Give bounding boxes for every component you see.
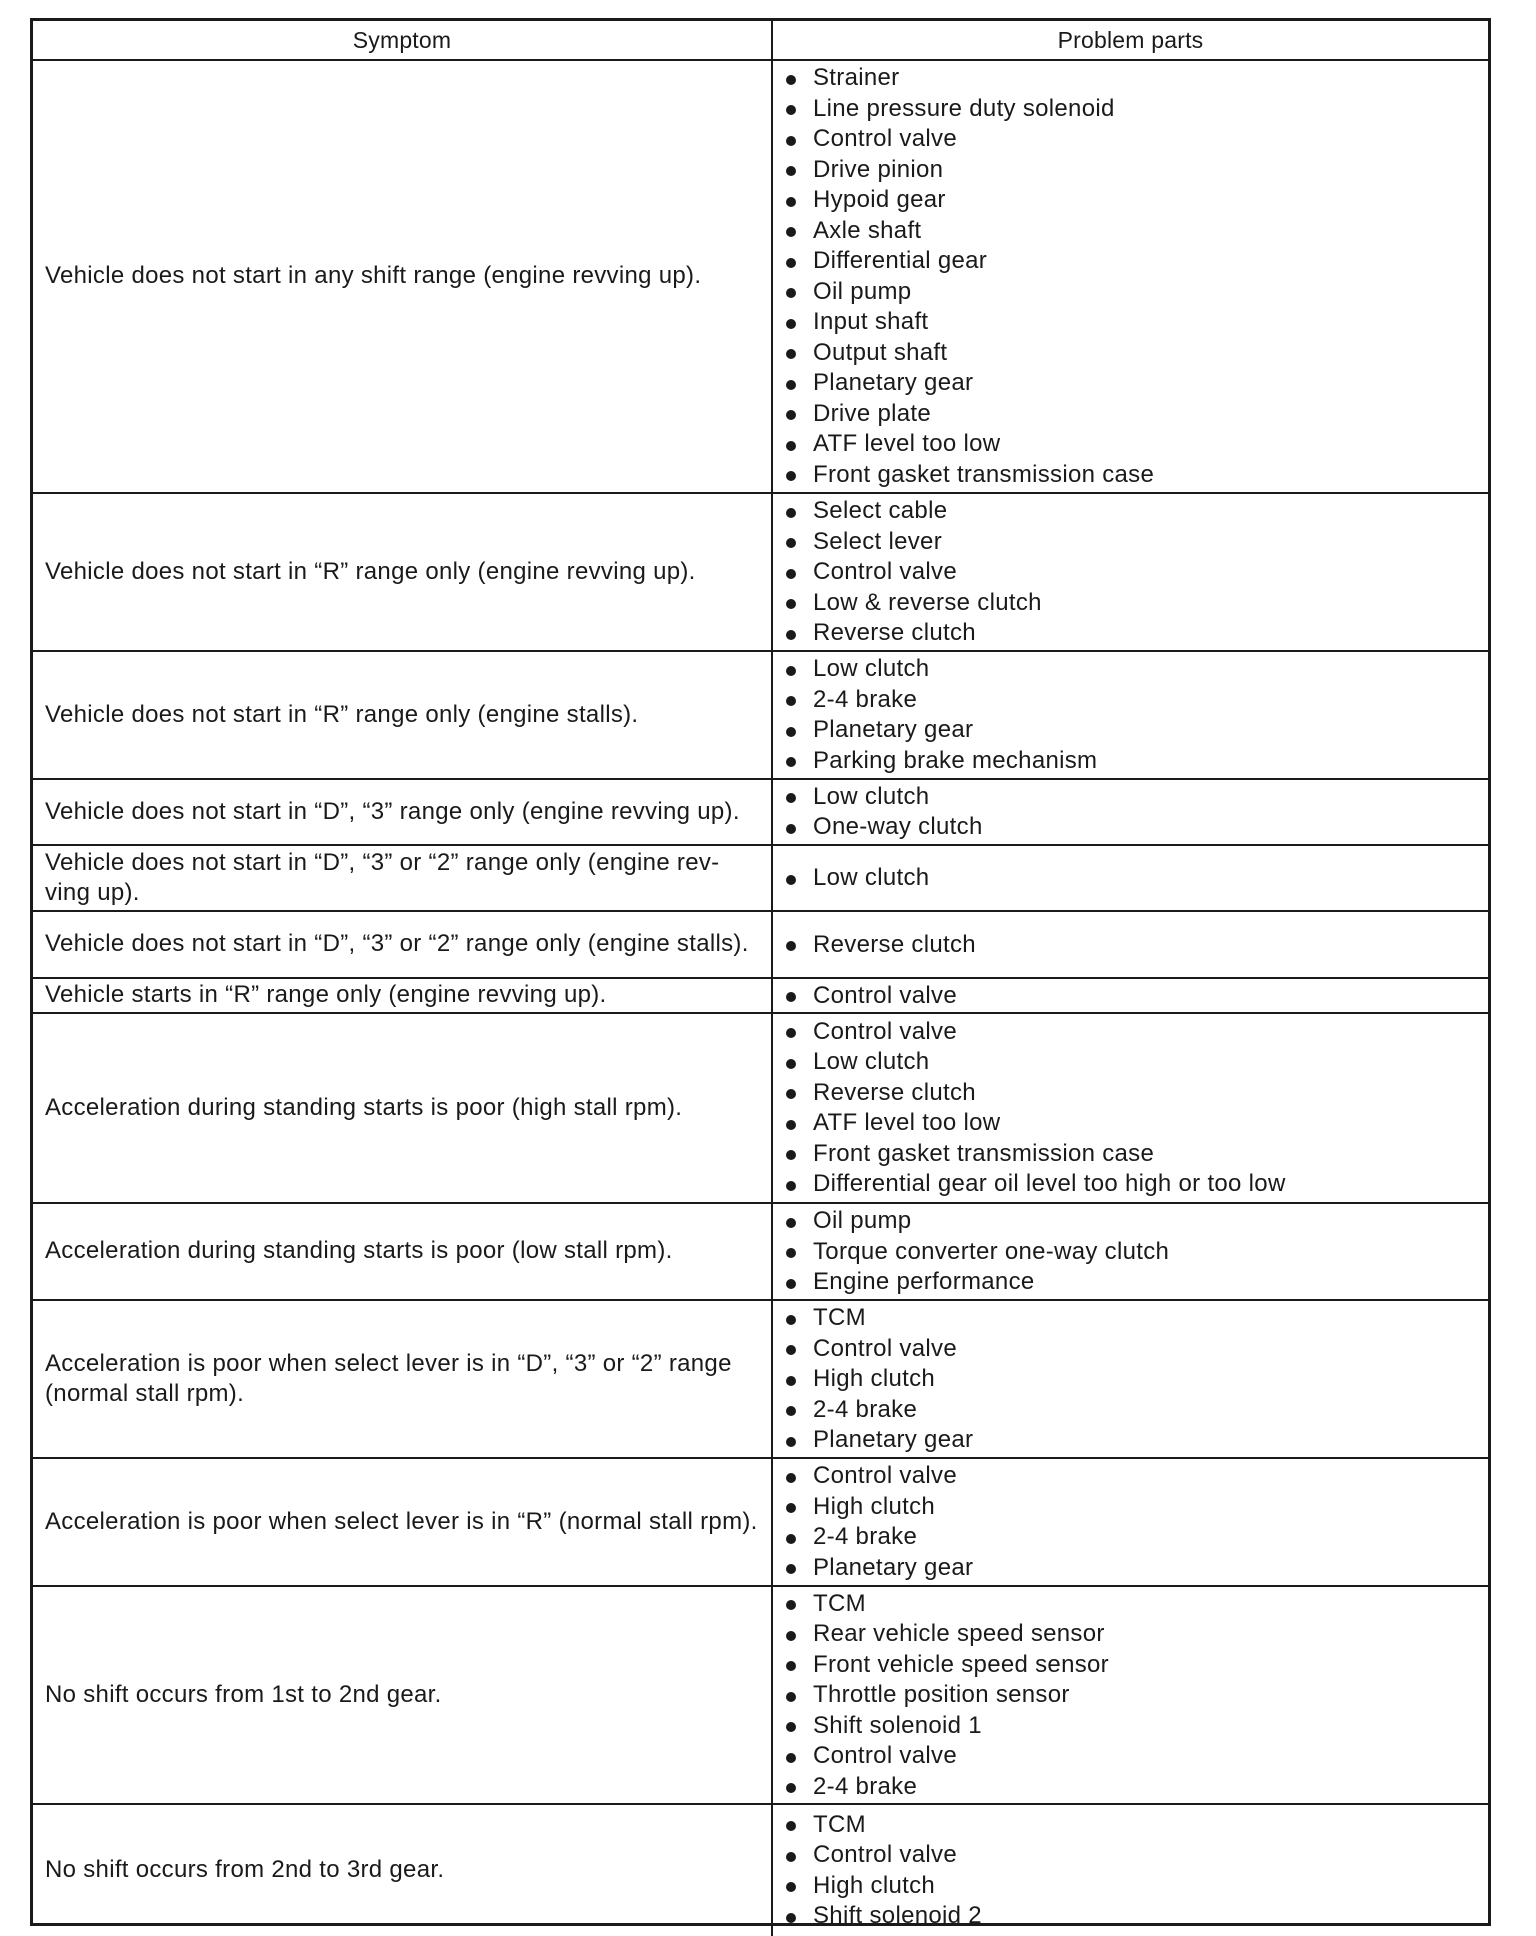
problem-part-item [783, 1364, 973, 1395]
problem-parts-list [783, 863, 929, 894]
bullet-icon [786, 793, 796, 803]
problem-part-item [783, 654, 1097, 685]
problem-part-item [783, 812, 983, 843]
problem-part-label: Low clutch [813, 782, 930, 810]
problem-part-item [783, 782, 983, 813]
problem-part-label: Strainer [813, 64, 900, 92]
bullet-icon [786, 1473, 796, 1483]
problem-parts-cell [773, 1204, 1488, 1301]
problem-parts-cell [773, 494, 1488, 652]
problem-part-label: Reverse clutch [813, 930, 976, 958]
bullet-icon [786, 1753, 796, 1763]
problem-part-item [783, 618, 1042, 649]
problem-part-item [783, 1425, 973, 1456]
problem-parts-cell [773, 1459, 1488, 1587]
problem-part-item [783, 1771, 1109, 1802]
bullet-icon [786, 1913, 796, 1923]
problem-part-label: Drive plate [813, 399, 932, 427]
symptom-cell: Vehicle does not start in “D”, “3” or “2” range only (engine stalls). [33, 912, 773, 979]
problem-part-label: Low clutch [813, 655, 930, 683]
problem-parts-list [783, 980, 957, 1011]
bullet-icon [786, 1661, 796, 1671]
problem-parts-list [783, 654, 1097, 776]
symptom-cell: Acceleration is poor when select lever is in “R” (normal stall rpm). [33, 1459, 773, 1587]
bullet-icon [786, 166, 796, 176]
problem-parts-list [783, 1206, 1169, 1298]
problem-part-label: Shift solenoid 2 [813, 1902, 982, 1930]
problem-part-item [783, 1619, 1109, 1650]
bullet-icon [786, 197, 796, 207]
problem-parts-list [783, 1588, 1109, 1802]
problem-part-label: ATF level too low [813, 1109, 1001, 1137]
problem-part-label: Control valve [813, 1841, 957, 1869]
problem-part-label: TCM [813, 1589, 866, 1617]
bullet-icon [786, 1028, 796, 1038]
bullet-icon [786, 380, 796, 390]
problem-part-label: Differential gear oil level too high or too low [813, 1170, 1286, 1198]
bullet-icon [786, 1059, 796, 1069]
problem-parts-cell [773, 652, 1488, 780]
problem-part-label: Hypoid gear [813, 186, 946, 214]
problem-part-item [783, 1303, 973, 1334]
problem-part-item [783, 1108, 1286, 1139]
problem-part-label: One-way clutch [813, 813, 983, 841]
bullet-icon [786, 630, 796, 640]
bullet-icon [786, 1437, 796, 1447]
problem-part-item [783, 1680, 1109, 1711]
problem-part-item [783, 1267, 1169, 1298]
problem-part-item [783, 1047, 1286, 1078]
problem-part-label: 2-4 brake [813, 685, 918, 713]
bullet-icon [786, 1150, 796, 1160]
problem-part-label: Low clutch [813, 864, 930, 891]
problem-part-label: Parking brake mechanism [813, 746, 1098, 774]
problem-part-item [783, 1522, 973, 1553]
bullet-icon [786, 136, 796, 146]
problem-part-label: Drive pinion [813, 155, 944, 183]
problem-part-item [783, 1139, 1286, 1170]
bullet-icon [786, 1503, 796, 1513]
problem-parts-cell [773, 846, 1488, 912]
problem-parts-list [783, 1461, 973, 1583]
problem-part-label: Rear vehicle speed sensor [813, 1620, 1105, 1647]
problem-part-label: Planetary gear [813, 1426, 974, 1453]
problem-part-label: Engine performance [813, 1268, 1035, 1295]
bullet-icon [786, 1279, 796, 1289]
problem-parts-cell [773, 1014, 1488, 1204]
problem-part-item [783, 746, 1097, 777]
bullet-icon [786, 824, 796, 834]
problem-part-label: Line pressure duty solenoid [813, 94, 1115, 122]
symptom-cell: Vehicle starts in “R” range only (engine revving up). [33, 979, 773, 1014]
bullet-icon [786, 941, 796, 951]
problem-part-item [783, 399, 1154, 430]
problem-parts-list [783, 1017, 1286, 1200]
header-problem-parts: Problem parts [773, 21, 1488, 61]
problem-part-label: Control valve [813, 1334, 957, 1362]
symptom-cell: Acceleration during standing starts is poor (low stall rpm). [33, 1204, 773, 1301]
symptom-cell: No shift occurs from 2nd to 3rd gear. [33, 1805, 773, 1936]
problem-part-item [783, 1741, 1109, 1772]
problem-part-label: High clutch [813, 1365, 936, 1392]
bullet-icon [786, 319, 796, 329]
problem-part-item [783, 557, 1042, 588]
problem-part-label: 2-4 brake [813, 1395, 918, 1423]
problem-part-label: Select cable [813, 497, 948, 524]
problem-part-label: Control valve [813, 981, 957, 1009]
bullet-icon [786, 410, 796, 420]
bullet-icon [786, 569, 796, 579]
problem-part-item [783, 1461, 973, 1492]
problem-part-label: Input shaft [813, 308, 929, 336]
problem-part-item [783, 1236, 1169, 1267]
problem-part-label: High clutch [813, 1871, 936, 1899]
problem-part-item [783, 1078, 1286, 1109]
problem-part-label: 2-4 brake [813, 1523, 918, 1551]
bullet-icon [786, 1406, 796, 1416]
problem-part-item [783, 1840, 982, 1871]
bullet-icon [786, 1692, 796, 1702]
symptom-cell: Vehicle does not start in “D”, “3” range only (engine revving up). [33, 780, 773, 846]
bullet-icon [786, 75, 796, 85]
bullet-icon [786, 727, 796, 737]
problem-part-label: ATF level too low [813, 430, 1001, 458]
bullet-icon [786, 1345, 796, 1355]
problem-part-label: Control valve [813, 558, 957, 585]
problem-parts-list [783, 782, 983, 843]
bullet-icon [786, 1631, 796, 1641]
problem-part-label: Control valve [813, 1017, 957, 1045]
problem-part-item [783, 1649, 1109, 1680]
symptom-cell: Vehicle does not start in “D”, “3” or “2” range only (engine rev-ving up). [33, 846, 773, 912]
problem-part-item [783, 155, 1154, 186]
bullet-icon [786, 1821, 796, 1831]
troubleshooting-table [30, 18, 1491, 1930]
bullet-icon [786, 538, 796, 548]
problem-part-item [783, 1901, 982, 1932]
problem-part-label: Control valve [813, 125, 957, 153]
bullet-icon [786, 227, 796, 237]
symptom-cell: Vehicle does not start in “R” range only (engine revving up). [33, 494, 773, 652]
bullet-icon [786, 1564, 796, 1574]
problem-part-item [783, 685, 1097, 716]
problem-parts-cell [773, 1301, 1488, 1459]
problem-part-item [783, 429, 1154, 460]
problem-part-label: Front gasket transmission case [813, 1139, 1155, 1167]
problem-part-label: Throttle position sensor [813, 1681, 1070, 1708]
problem-part-label: Front gasket transmission case [813, 460, 1155, 488]
problem-part-item [783, 715, 1097, 746]
problem-part-item [783, 94, 1154, 125]
problem-part-item [783, 216, 1154, 247]
bullet-icon [786, 441, 796, 451]
problem-part-item [783, 1394, 973, 1425]
bullet-icon [786, 696, 796, 706]
bullet-icon [786, 1376, 796, 1386]
bullet-icon [786, 1218, 796, 1228]
bullet-icon [786, 666, 796, 676]
problem-part-label: Differential gear [813, 247, 988, 275]
symptom-cell: Acceleration is poor when select lever is in “D”, “3” or “2” range (normal stall rpm). [33, 1301, 773, 1459]
problem-part-item [783, 1710, 1109, 1741]
symptom-cell: Vehicle does not start in any shift range (engine revving up). [33, 61, 773, 494]
bullet-icon [786, 105, 796, 115]
problem-part-label: Reverse clutch [813, 619, 976, 646]
problem-part-item [783, 338, 1154, 369]
bullet-icon [786, 1181, 796, 1191]
problem-part-label: Low clutch [813, 1048, 930, 1076]
problem-part-item [783, 460, 1154, 491]
problem-part-item [783, 496, 1042, 527]
symptom-cell: Acceleration during standing starts is poor (high stall rpm). [33, 1014, 773, 1204]
bullet-icon [786, 875, 796, 885]
bullet-icon [786, 1722, 796, 1732]
problem-parts-cell [773, 979, 1488, 1014]
problem-part-label: Control valve [813, 1462, 957, 1490]
problem-part-item [783, 277, 1154, 308]
problem-part-item [783, 1810, 982, 1841]
problem-part-item [783, 1871, 982, 1902]
problem-parts-cell [773, 1587, 1488, 1805]
problem-part-label: Axle shaft [813, 216, 922, 244]
problem-part-label: Reverse clutch [813, 1078, 976, 1106]
problem-part-item [783, 1492, 973, 1523]
problem-part-label: High clutch [813, 1492, 936, 1520]
problem-part-label: Front vehicle speed sensor [813, 1650, 1109, 1678]
problem-part-label: TCM [813, 1810, 866, 1838]
problem-part-label: Planetary gear [813, 1553, 974, 1581]
problem-part-item [783, 587, 1042, 618]
symptom-cell: Vehicle does not start in “R” range only (engine stalls). [33, 652, 773, 780]
bullet-icon [786, 1248, 796, 1258]
problem-parts-cell [773, 780, 1488, 846]
problem-part-label: Control valve [813, 1742, 957, 1769]
problem-part-label: Shift solenoid 1 [813, 1711, 982, 1739]
problem-part-item [783, 368, 1154, 399]
problem-part-item [783, 929, 976, 960]
problem-parts-list [783, 1810, 982, 1932]
problem-part-label: Output shaft [813, 338, 948, 366]
bullet-icon [786, 1600, 796, 1610]
problem-parts-list [783, 63, 1154, 490]
problem-parts-list [783, 496, 1042, 649]
bullet-icon [786, 1120, 796, 1130]
problem-part-item [783, 63, 1154, 94]
problem-part-label: Planetary gear [813, 369, 974, 397]
bullet-icon [786, 599, 796, 609]
problem-part-item [783, 526, 1042, 557]
problem-part-item [783, 1017, 1286, 1048]
problem-part-item [783, 1169, 1286, 1200]
problem-part-label: TCM [813, 1304, 866, 1331]
bullet-icon [786, 508, 796, 518]
problem-part-item [783, 246, 1154, 277]
problem-part-label: Torque converter one-way clutch [813, 1237, 1170, 1265]
problem-part-item [783, 1206, 1169, 1237]
problem-part-label: Oil pump [813, 1207, 912, 1234]
problem-part-item [783, 307, 1154, 338]
problem-part-item [783, 124, 1154, 155]
symptom-cell: No shift occurs from 1st to 2nd gear. [33, 1587, 773, 1805]
problem-part-item [783, 980, 957, 1011]
header-symptom: Symptom [33, 21, 773, 61]
bullet-icon [786, 1534, 796, 1544]
problem-part-label: Oil pump [813, 277, 912, 305]
problem-part-item [783, 1588, 1109, 1619]
bullet-icon [786, 471, 796, 481]
bullet-icon [786, 992, 796, 1002]
problem-part-item [783, 1333, 973, 1364]
problem-part-item [783, 185, 1154, 216]
bullet-icon [786, 1852, 796, 1862]
problem-part-label: 2-4 brake [813, 1772, 918, 1800]
problem-parts-list [783, 929, 976, 960]
bullet-icon [786, 1315, 796, 1325]
bullet-icon [786, 757, 796, 767]
problem-part-item [783, 863, 929, 894]
problem-part-label: Select lever [813, 527, 942, 555]
bullet-icon [786, 349, 796, 359]
bullet-icon [786, 1882, 796, 1892]
problem-part-label: Planetary gear [813, 716, 974, 744]
problem-parts-cell [773, 61, 1488, 494]
bullet-icon [786, 288, 796, 298]
bullet-icon [786, 258, 796, 268]
problem-parts-cell [773, 912, 1488, 979]
problem-part-label: Low & reverse clutch [813, 588, 1042, 616]
bullet-icon [786, 1783, 796, 1793]
problem-parts-list [783, 1303, 973, 1456]
problem-parts-cell [773, 1805, 1488, 1936]
problem-part-item [783, 1553, 973, 1584]
bullet-icon [786, 1089, 796, 1099]
